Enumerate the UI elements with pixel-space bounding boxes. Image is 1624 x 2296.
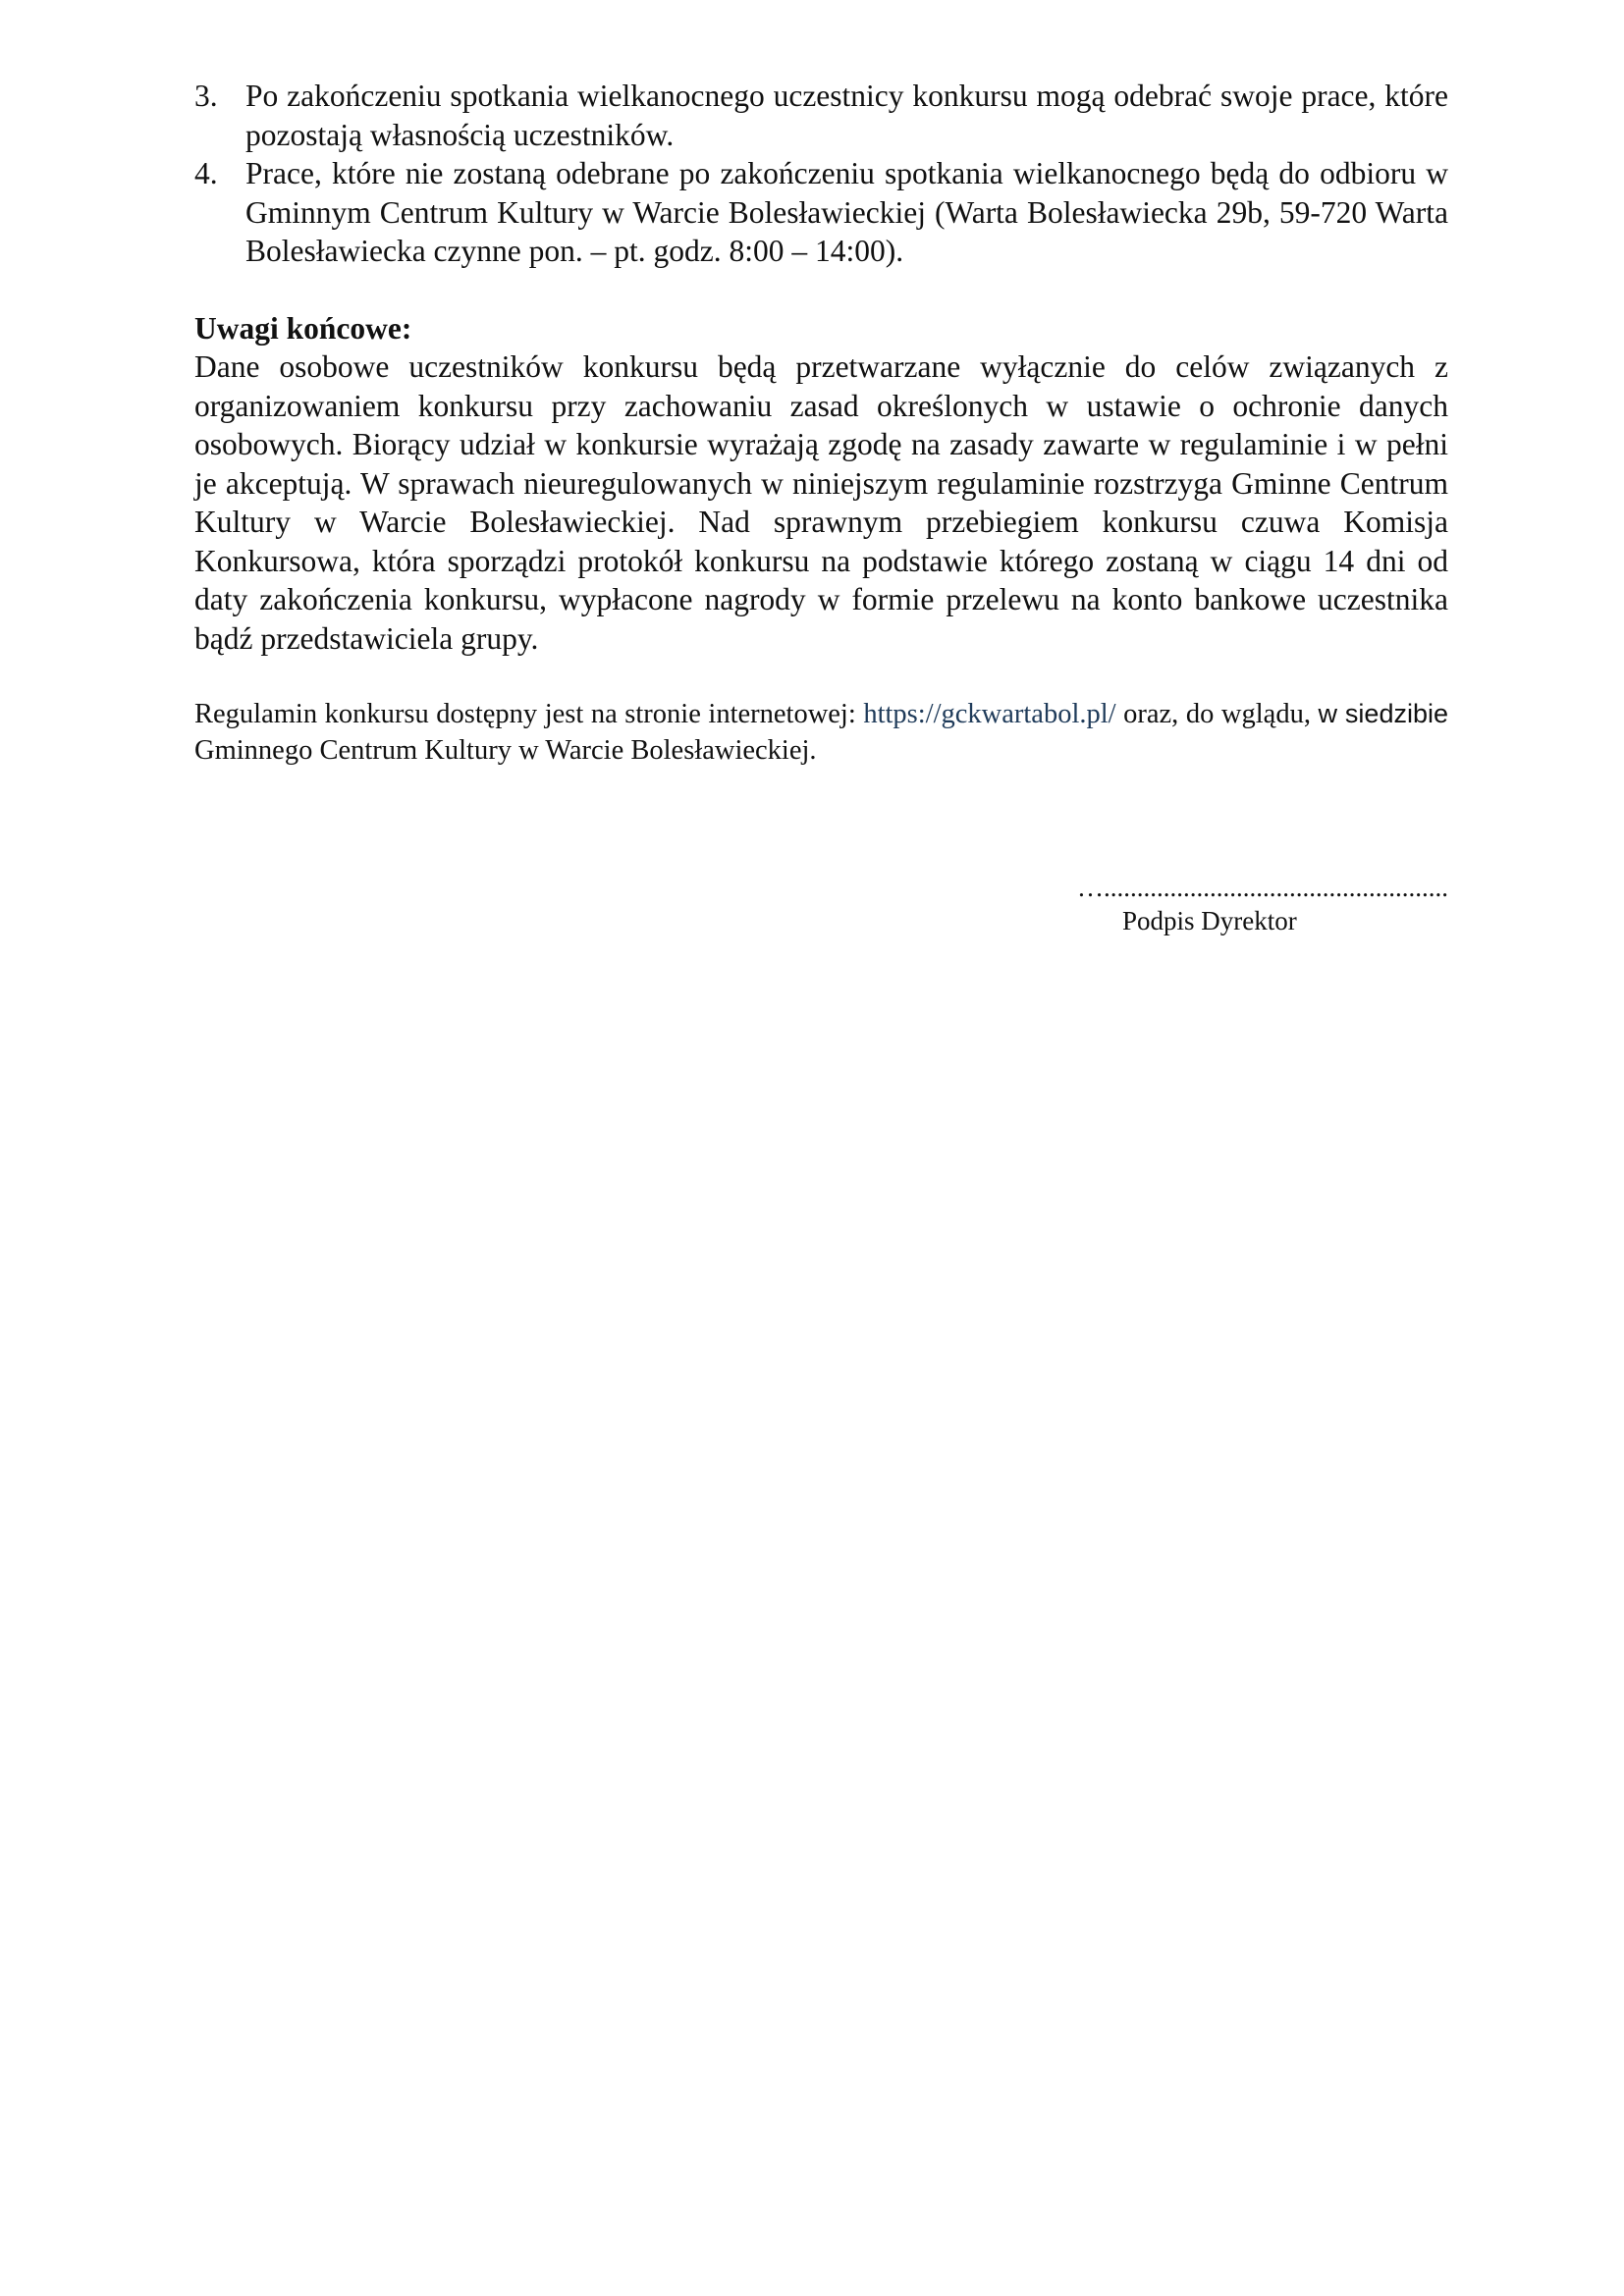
regulations-note-middle: oraz, do wglądu,	[1115, 699, 1319, 729]
closing-remarks-body: Dane osobowe uczestników konkursu będą przetwarzane wyłącznie do celów związanych z organizowaniem konkursu przy zachowaniu zasad określonych w ustawie o ochronie danych osobowych. Biorący udział w konkursie wyrażają zgodę na zasady zawarte w regulaminie i w pełni je akceptują. W sprawach nieuregulowanych w niniejszym regulaminie rozstrzyga Gminne Centrum Kultury w Warcie Bolesławieckiej. Nad sprawnym przebiegiem konkursu czuwa Komisja Konkursowa, która sporządzi protokół konkursu na podstawie którego zostaną w ciągu 14 dni od daty zakończenia konkursu, wypłacone nagrody w formie przelewu na konto bankowe uczestnika bądź przedstawiciela grupy.	[194, 349, 1448, 656]
list-item	[194, 154, 1448, 271]
signature-line: …....................................................	[1077, 873, 1448, 902]
signature-label: Podpis Dyrektor	[1122, 906, 1297, 935]
list-item	[194, 77, 1448, 154]
list-item-text: Po zakończeniu spotkania wielkanocnego uczestnicy konkursu mogą odebrać swoje prace, które pozostają własnością uczestników.	[245, 79, 1448, 152]
website-link[interactable]: https://gckwartabol.pl/	[863, 699, 1116, 729]
regulations-note-suffix: Gminnego Centrum Kultury w Warcie Bolesławieckiej.	[194, 735, 817, 766]
list-item-number: 3.	[194, 79, 218, 113]
list-item-number: 4.	[194, 156, 218, 190]
closing-remarks-section	[194, 309, 1448, 659]
list-item-text: Prace, które nie zostaną odebrane po zakończeniu spotkania wielkanocnego będą do odbioru w Gminnym Centrum Kultury w Warcie Bolesławieckiej (Warta Bolesławiecka 29b, 59-720 Warta Bolesławiecka czynne pon. – pt. godz. 8:00 – 14:00).	[245, 156, 1448, 268]
closing-remarks-heading: Uwagi końcowe:	[194, 310, 412, 346]
signature-block	[967, 871, 1448, 937]
numbered-list	[194, 77, 1448, 271]
regulations-note-sans-part: w siedzibie	[1318, 699, 1448, 728]
document-body	[194, 77, 1448, 769]
regulations-note	[194, 696, 1448, 769]
regulations-note-prefix: Regulamin konkursu dostępny jest na stronie internetowej:	[194, 699, 864, 729]
